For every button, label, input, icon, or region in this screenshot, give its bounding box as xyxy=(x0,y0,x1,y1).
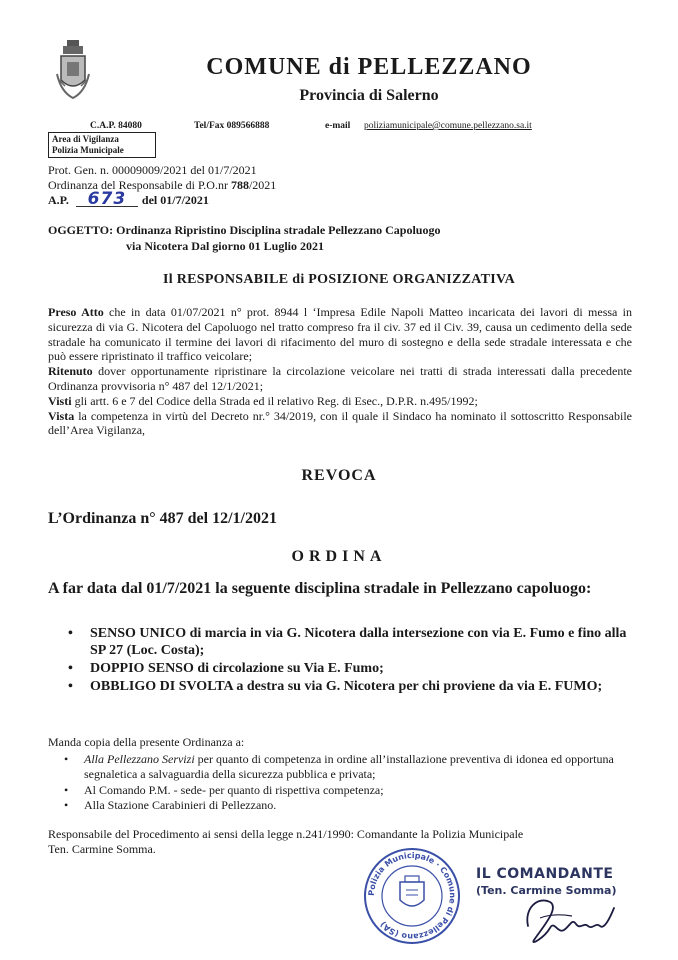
visti-paragraph xyxy=(48,394,632,409)
stamp-text: Polizia Municipale · Comune di Pellezzano (SA) xyxy=(366,850,458,942)
oggetto-line2: via Nicotera Dal giorno 01 Luglio 2021 xyxy=(126,239,324,253)
ap-label: A.P. xyxy=(48,193,69,207)
responsabile-heading: Il RESPONSABILE di POSIZIONE ORGANIZZATIVA xyxy=(162,272,516,287)
signature-name: (Ten. Carmine Somma) xyxy=(476,884,617,897)
list-item: • Al Comando P.M. - sede- per quanto di rispettiva competenza; xyxy=(62,783,632,798)
vista-label: Vista xyxy=(48,408,75,423)
ordinanza-number-line xyxy=(48,178,276,193)
ritenuto-label: Ritenuto xyxy=(48,364,93,379)
vista-text: la competenza in virtù del Decreto nr.° 34/2019, con il quale il Sindaco ha nominato il sottoscritto Responsabile dell’Area Vigilanza, xyxy=(48,408,632,438)
responsabile-procedimento xyxy=(48,827,638,857)
page-subtitle: Provincia di Salerno xyxy=(299,87,439,104)
ritenuto-text: dover opportunamente ripristinare la circolazione veicolare nei tratti di strada interessati dalla precedente Ordinanza provvisoria n° 487 del 12/1/2021; xyxy=(48,364,632,393)
official-stamp-icon xyxy=(362,846,462,946)
recipients-list xyxy=(62,752,632,814)
list-item: • OBBLIGO DI SVOLTA a destra su via G. Nicotera per chi proviene da via E. FUMO; xyxy=(68,678,628,695)
prot-gen: Prot. Gen. n. 00009009/2021 del 01/7/2021 xyxy=(48,163,257,177)
revoca-heading: REVOCA xyxy=(301,467,377,484)
preso-text: che in data 01/07/2021 n° prot. 8944 l ‘Impresa Edile Napoli Matteo incaricata dei lavori di messa in sicurezza di via G. Nicotera del Capoluogo nel tratto compreso fra il civ. 37 ed il Civ. 39, causa un cedimento della sede stradale ha comunicato il termine dei lavori di rifacimento del muro di sostegno e della sede stradale interessata e che può essere ripristinato il traffico veicolare; xyxy=(48,305,633,364)
premises-text xyxy=(48,305,632,438)
tel-fax: Tel/Fax 089566888 xyxy=(194,121,270,131)
vista-paragraph xyxy=(48,409,632,439)
signature-title: IL COMANDANTE xyxy=(476,866,614,882)
oggetto-block xyxy=(48,222,440,254)
recipient-name: Alla Pellezzano Servizi xyxy=(84,752,195,766)
recipient-desc: per quanto di competenza in ordine all’installazione preventiva di idonea ed opportuna segnaletica a salvaguardia della sicurezza pubblica e privata; xyxy=(84,752,614,781)
ordina-heading: ORDINA xyxy=(291,548,387,565)
ap-line xyxy=(48,189,209,209)
email-link[interactable]: poliziamunicipale@comune.pellezzano.sa.it xyxy=(364,121,532,131)
manda-copia: Manda copia della presente Ordinanza a: xyxy=(48,735,245,749)
ap-handwritten-number: 673 xyxy=(87,189,127,209)
oggetto-line1: OGGETTO: Ordinanza Ripristino Disciplina stradale Pellezzano Capoluogo xyxy=(48,223,441,237)
a-far-data-statement: A far data dal 01/7/2021 la seguente disciplina stradale in Pellezzano capoluogo: xyxy=(48,580,592,597)
revoked-ordinance: L’Ordinanza n° 487 del 12/1/2021 xyxy=(48,510,277,527)
ritenuto-paragraph xyxy=(48,364,632,394)
visti-label: Visti xyxy=(48,393,72,408)
preso-atto-paragraph xyxy=(48,305,632,364)
ordinanza-prefix: Ordinanza del Responsabile di P.O.nr xyxy=(48,178,231,192)
ordinanza-suffix: /2021 xyxy=(248,178,277,192)
area-box-line2: Polizia Municipale xyxy=(52,145,124,155)
area-box-line1: Area di Vigilanza xyxy=(52,134,119,144)
list-item: • DOPPIO SENSO di circolazione su Via E. Fumo; xyxy=(68,660,628,677)
preso-label: Preso Atto xyxy=(48,305,104,319)
area-box xyxy=(48,132,156,158)
postal-code: C.A.P. 84080 xyxy=(90,121,142,131)
page-title: COMUNE di PELLEZZANO xyxy=(206,54,532,80)
ordinanza-num: 788 xyxy=(230,178,249,192)
handwritten-signature-icon xyxy=(520,888,620,948)
traffic-rules-list xyxy=(68,625,628,696)
list-item: • Alla Stazione Carabinieri di Pellezzano. xyxy=(62,798,632,813)
svg-text:Polizia Municipale · Comune di xyxy=(367,851,457,941)
ap-date: del 01/7/2021 xyxy=(141,193,209,207)
list-item xyxy=(62,752,632,782)
visti-text: gli artt. 6 e 7 del Codice della Strada ed il relativo Reg. di Esec., D.P.R. n.495/1992; xyxy=(71,393,478,408)
list-item: • SENSO UNICO di marcia in via G. Nicotera dalla intersezione con via E. Fumo e fino alla SP 27 (Loc. Costa); xyxy=(68,625,628,659)
resp-proc-line1: Responsabile del Procedimento ai sensi della legge n.241/1990: Comandante la Polizia Municipale xyxy=(48,827,524,841)
resp-proc-line2: Ten. Carmine Somma. xyxy=(48,842,156,856)
email-label: e-mail xyxy=(325,121,351,131)
